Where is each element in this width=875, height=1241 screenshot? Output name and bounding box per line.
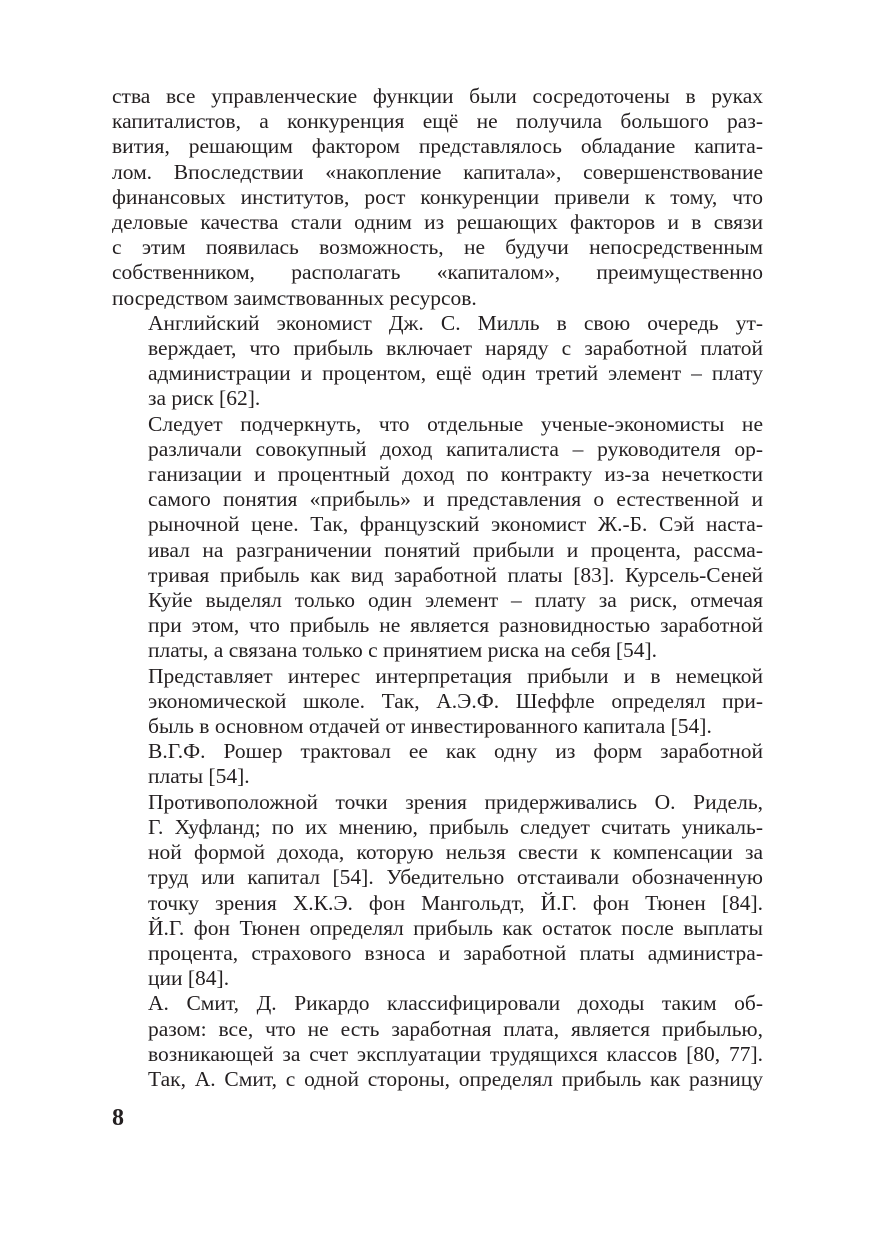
text-line: Й.Г. фон Тюнен определял прибыль как остаток после выплаты: [148, 915, 763, 940]
text-line: Следует подчеркнуть, что отдельные ученые-экономисты не: [148, 411, 763, 436]
paragraph-3: [112, 412, 763, 664]
text-line: различали совокупный доход капиталиста – руководителя ор-: [148, 436, 763, 461]
text-line: платы, а связана только с принятием риска на себя [54].: [148, 638, 658, 663]
text-line: ганизации и процентный доход по контракту из-за нечеткости: [148, 462, 763, 487]
text-line: лом. Впоследствии «накопление капитала», совершенствование: [112, 159, 763, 184]
paragraph-4: [112, 664, 763, 740]
text-line: разом: все, что не есть заработная плата, является прибылью,: [148, 1016, 763, 1041]
paragraph-2: [112, 311, 763, 412]
paragraph-7: [112, 991, 763, 1092]
text-line: Противоположной точки зрения придерживались О. Ридель,: [148, 789, 763, 814]
text-line: А. Смит, Д. Рикардо классифицировали доходы таким об-: [148, 991, 763, 1016]
text-line: посредством заимствованных ресурсов.: [112, 285, 477, 310]
text-line: Так, А. Смит, с одной стороны, определял прибыль как разницу: [148, 1066, 763, 1091]
text-line: финансовых институтов, рост конкуренции привели к тому, что: [112, 184, 763, 209]
text-line: деловые качества стали одним из решающих факторов и в связи: [112, 210, 763, 235]
text-line: рыночной цене. Так, французский экономист Ж.-Б. Сэй наста-: [148, 512, 763, 537]
text-line: собственником, располагать «капиталом», преимущественно: [112, 260, 763, 285]
text-line: процента, страхового взноса и заработной платы администра-: [148, 940, 763, 965]
text-line: верждает, что прибыль включает наряду с заработной платой: [148, 336, 763, 361]
text-line: с этим появилась возможность, не будучи непосредственным: [112, 235, 763, 260]
text-line: возникающей за счет эксплуатации трудящихся классов [80, 77].: [148, 1041, 763, 1066]
paragraph-5: [112, 739, 763, 789]
text-line: точку зрения Х.К.Э. фон Мангольдт, Й.Г. фон Тюнен [84].: [148, 890, 763, 915]
text-line: труд или капитал [54]. Убедительно отстаивали обозначенную: [148, 865, 763, 890]
text-line: платы [54].: [148, 764, 250, 789]
text-line: при этом, что прибыль не является разновидностью заработной: [148, 613, 763, 638]
text-line: капиталистов, а конкуренция ещё не получила большого раз-: [112, 109, 763, 134]
text-line: вития, решающим фактором представлялось обладание капита-: [112, 134, 763, 159]
page-body: [112, 84, 763, 1092]
text-line: Г. Хуфланд; по их мнению, прибыль следует считать уникаль-: [148, 814, 763, 839]
text-line: быль в основном отдачей от инвестированного капитала [54].: [148, 714, 712, 739]
text-line: самого понятия «прибыль» и представления о естественной и: [148, 487, 763, 512]
text-line: тривая прибыль как вид заработной платы [83]. Курсель-Сеней: [148, 562, 763, 587]
text-line: ной формой дохода, которую нельзя свести к компенсации за: [148, 840, 763, 865]
text-line: за риск [62].: [148, 386, 261, 411]
text-line: ивал на разграничении понятий прибыли и процента, рассма-: [148, 537, 763, 562]
text-line: ции [84].: [148, 966, 230, 991]
text-line: Представляет интерес интерпретация прибыли и в немецкой: [148, 663, 763, 688]
text-line: ства все управленческие функции были сосредоточены в руках: [112, 84, 763, 108]
page-number: 8: [112, 1105, 124, 1131]
text-line: Английский экономист Дж. С. Милль в свою очередь ут-: [148, 310, 763, 335]
text-line: В.Г.Ф. Рошер трактовал ее как одну из форм заработной: [148, 739, 763, 764]
text-line: экономической школе. Так, А.Э.Ф. Шеффле определял при-: [148, 688, 763, 713]
text-line: администрации и процентом, ещё один третий элемент – плату: [148, 361, 763, 386]
text-line: Куйе выделял только один элемент – плату за риск, отмечая: [148, 588, 763, 613]
paragraph-6: [112, 790, 763, 992]
paragraph-1: [112, 84, 763, 311]
